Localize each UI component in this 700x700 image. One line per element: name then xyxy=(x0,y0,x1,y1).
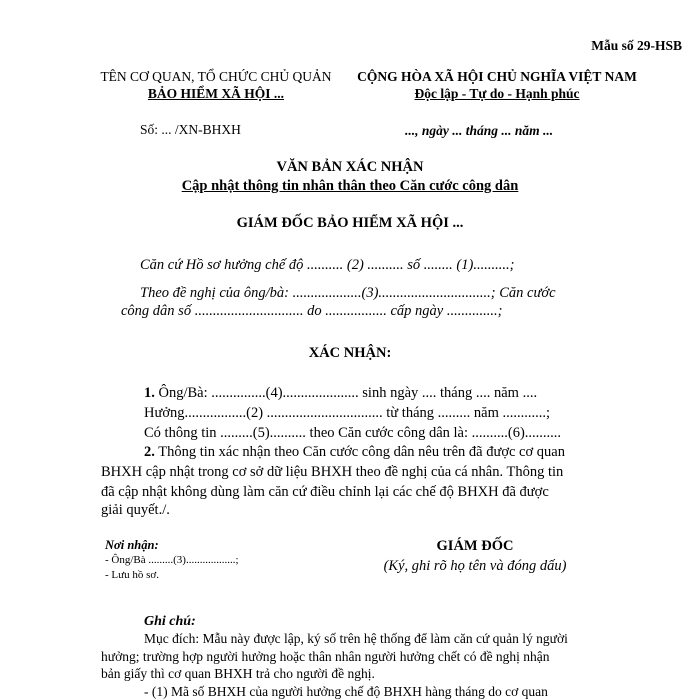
document-subtitle: Cập nhật thông tin nhân thân theo Căn cước công dân xyxy=(181,178,519,194)
recipients-heading: Nơi nhận: xyxy=(105,538,159,552)
place-date: ..., ngày ... tháng ... năm ... xyxy=(405,123,554,138)
agency-header xyxy=(96,68,336,102)
recipient-item: - Ông/Bà .........(3)..................; xyxy=(105,554,239,566)
agency-name: BẢO HIỂM XÃ HỘI ... xyxy=(147,86,285,101)
national-motto: Độc lập - Tự do - Hạnh phúc xyxy=(414,86,580,101)
content-item-1-line-2: Hưởng.................(2) ................................ từ tháng ......... năm ............; xyxy=(144,405,550,421)
basis-line-3: công dân số .............................. do ................. cấp ngày ..............; xyxy=(121,303,503,319)
document-title: VĂN BẢN XÁC NHẬN xyxy=(276,159,424,175)
signature-title: GIÁM ĐỐC xyxy=(436,538,514,554)
content-item-2-line-4: giải quyết./. xyxy=(101,502,170,518)
notes-heading: Ghi chú: xyxy=(144,614,196,629)
item-1-number: 1. xyxy=(144,385,155,401)
confirm-heading: XÁC NHẬN: xyxy=(308,345,392,361)
item-2-number: 2. xyxy=(144,444,155,460)
director-heading: GIÁM ĐỐC BẢO HIỂM XÃ HỘI ... xyxy=(236,215,464,231)
document-number: Số: ... /XN-BHXH xyxy=(140,122,241,137)
content-item-1-line-1 xyxy=(144,385,537,402)
signature-block xyxy=(360,536,590,576)
item-2-text: Thông tin xác nhận theo Căn cước công dân nêu trên đã được cơ quan xyxy=(154,444,565,460)
recipients-block xyxy=(105,538,305,583)
national-header xyxy=(338,68,656,102)
parent-agency-label: TÊN CƠ QUAN, TỔ CHỨC CHỦ QUẢN xyxy=(100,69,332,84)
basis-line-2: Theo đề nghị của ông/bà: ...................(3)...............................; Căn cước xyxy=(140,285,556,301)
national-name: CỘNG HÒA XÃ HỘI CHỦ NGHĨA VIỆT NAM xyxy=(357,69,637,84)
basis-line-1: Căn cứ Hồ sơ hưởng chế độ .......... (2) .......... số ........ (1)..........; xyxy=(140,257,515,273)
content-item-1-line-3: Có thông tin .........(5).......... theo Căn cước công dân là: ..........(6).......... xyxy=(144,425,562,441)
content-item-2-line-2: BHXH cập nhật trong cơ sở dữ liệu BHXH theo đề nghị của cá nhân. Thông tin xyxy=(101,464,564,480)
note-line-2: hưởng; trường hợp người hưởng hoặc thân nhân người hưởng chết có đề nghị nhận xyxy=(101,649,550,664)
signature-note: (Ký, ghi rõ họ tên và đóng dấu) xyxy=(383,558,567,574)
content-item-2-line-3: đã cập nhật không dùng làm căn cứ điều chỉnh lại các chế độ BHXH đã được xyxy=(101,484,549,500)
note-line-3: bản giấy thì cơ quan BHXH trả cho người đề nghị. xyxy=(101,666,375,681)
recipient-item: - Lưu hồ sơ. xyxy=(105,569,159,581)
form-code: Mẫu số 29-HSB xyxy=(591,38,682,53)
title-block xyxy=(80,158,620,196)
note-line-4: - (1) Mã số BHXH của người hưởng chế độ BHXH hàng tháng do cơ quan xyxy=(144,684,548,699)
content-item-2-line-1 xyxy=(144,444,565,461)
item-1-text: Ông/Bà: ...............(4)..................... sinh ngày .... tháng .... năm .... xyxy=(154,385,538,401)
note-line-1: Mục đích: Mẫu này được lập, ký số trên hệ thống để làm căn cứ quản lý người xyxy=(144,631,568,646)
